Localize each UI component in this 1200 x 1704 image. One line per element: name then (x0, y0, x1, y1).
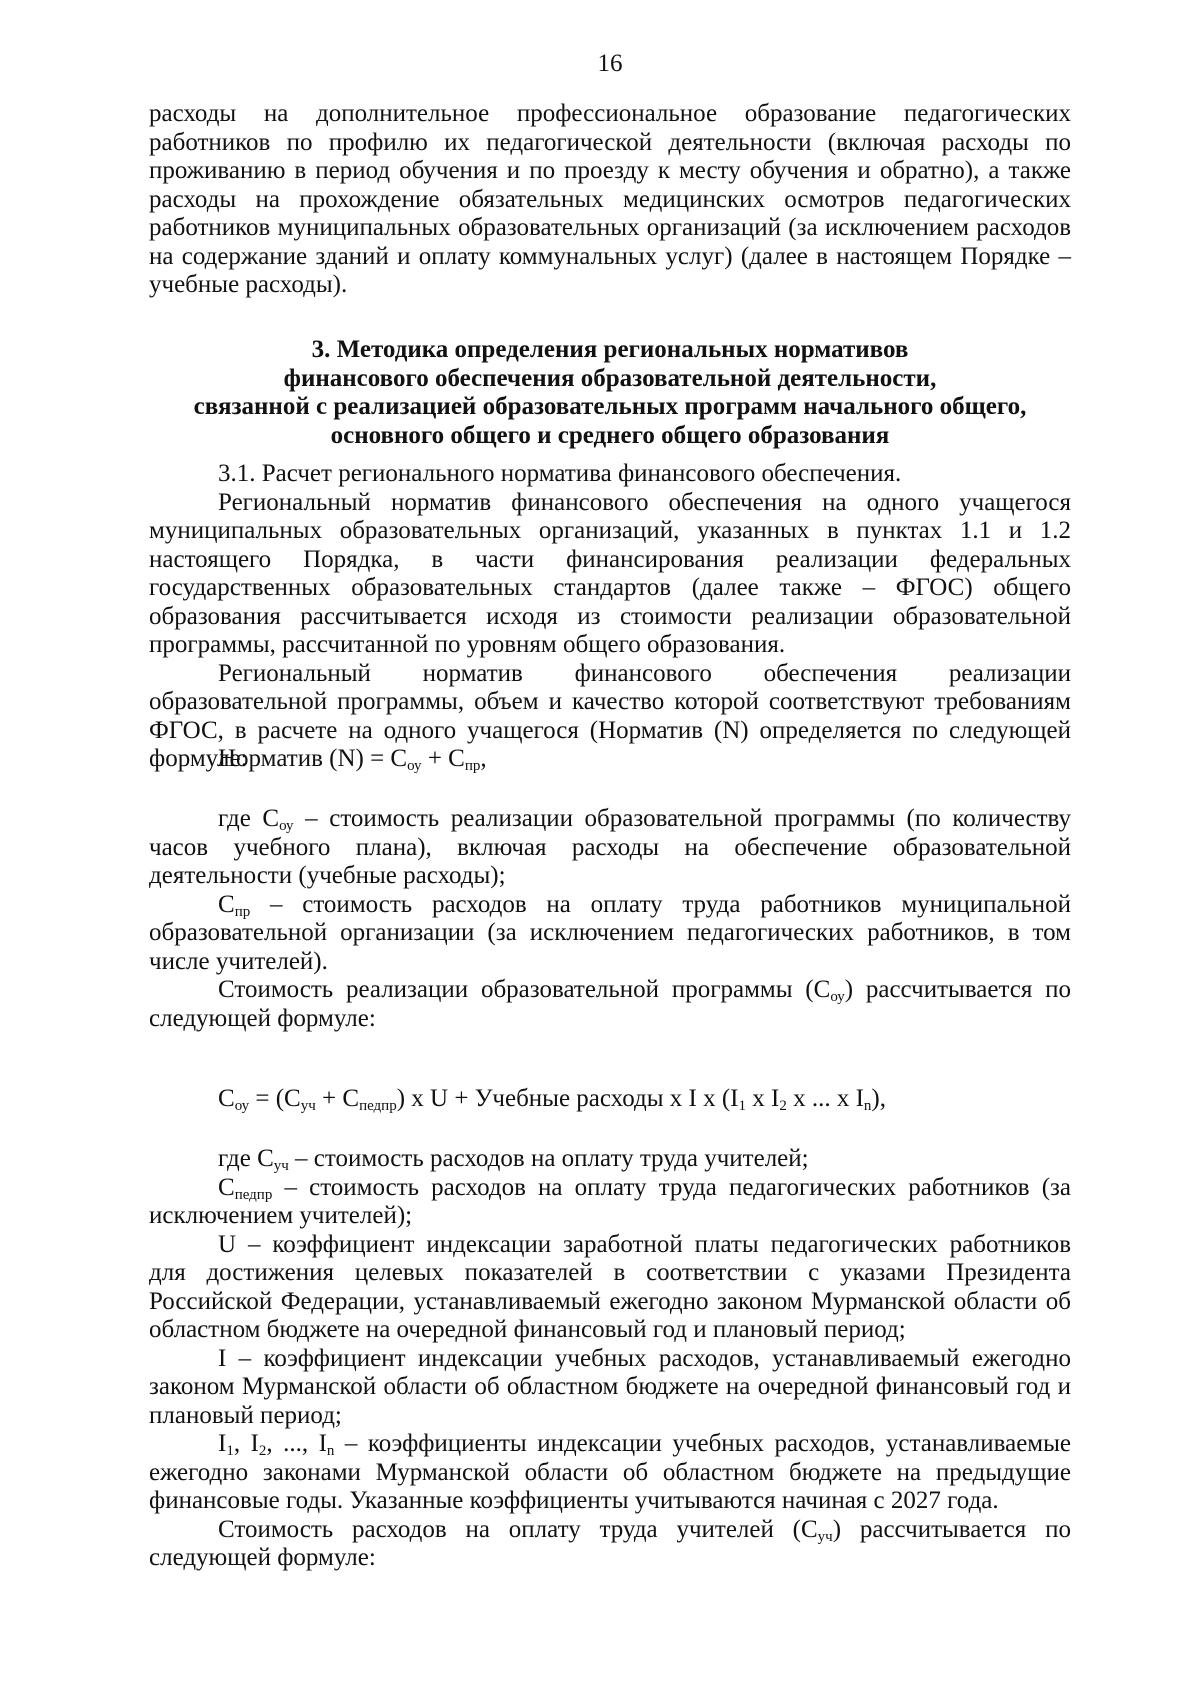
formula-normative (218, 745, 487, 774)
formula-text: C (218, 1085, 235, 1112)
where-block-1 (149, 805, 1071, 1033)
formula-text: = (C (249, 1085, 301, 1112)
paragraph-cost-formula-intro (149, 976, 1071, 1033)
where-block-2 (149, 1145, 1071, 1573)
formula-subscript: педпр (359, 1098, 397, 1114)
definition-subscript: оу (830, 989, 845, 1005)
formula-text: ) x U + Учебные расходы x I x (I (396, 1085, 739, 1112)
formula-subscript: пр (464, 758, 481, 774)
section-heading (149, 336, 1071, 450)
definition-u: U – коэффициент индексации заработной платы педагогических работников для достижения целевых показателей в соответствии с указами Президента Российской Федерации, устанавливаемый ежегодно законом Мурманской области об областном бюджете на очередной финансовый год и плановый период; (149, 1230, 1071, 1343)
paragraph-normative: Региональный норматив финансового обеспечения на одного учащегося муниципальных образовательных организаций, указанных в пунктах 1.1 и 1.2 настоящего Порядка, в части финансирования реализации федеральных государственных образовательных стандартов (далее также – ФГОС) общего образования рассчитывается исходя из стоимости реализации образовательной программы, рассчитанной по уровням общего образования. (149, 488, 1071, 658)
heading-line-2: финансового обеспечения образовательной деятельности, (283, 364, 937, 392)
formula-cost (218, 1085, 886, 1114)
formula-subscript: n (863, 1098, 872, 1114)
definition-text: ) рассчитывается по следующей формуле: (149, 976, 1071, 1032)
definition-text: – коэффициенты индексации учебных расходов, устанавливаемые ежегодно законами Мурманской области об областном бюджете на предыдущие финансовые годы. Указанные коэффициенты учитываются начиная с 2027 года. (149, 1430, 1072, 1514)
formula-subscript: 2 (779, 1098, 787, 1114)
section-body (149, 460, 1071, 774)
paragraph-3-1: 3.1. Расчет регионального норматива финансового обеспечения. (218, 460, 902, 487)
definition-i: I – коэффициент индексации учебных расходов, устанавливаемый ежегодно законом Мурманской области об областном бюджете на очередной финансовый год и плановый период; (149, 1344, 1071, 1429)
definition-subscript: n (326, 1443, 335, 1459)
definition-text: Стоимость реализации образовательной программы (C (218, 976, 831, 1003)
heading-line-3: связанной с реализацией образовательных программ начального общего, (193, 393, 1027, 420)
definition-text: – стоимость расходов на оплату труда работников муниципальной образовательной организации (за исключением педагогических работников, в том числе учителей). (149, 890, 1071, 975)
formula-subscript: уч (300, 1098, 316, 1114)
formula-text: Норматив (N) = C (218, 745, 408, 772)
definition-i1-in (149, 1430, 1071, 1516)
definition-subscript: 2 (258, 1443, 267, 1459)
formula-subscript: 1 (738, 1098, 746, 1114)
definition-c-pr (149, 891, 1071, 977)
paragraph-normative-formula-intro: Региональный норматив финансового обеспечения реализации образовательной программы, объем и качество которой соответствуют требованиям ФГОС, в расчете на одного учащегося (Норматив (N) определяется по следующей формуле: (149, 659, 1071, 772)
formula-text: , (480, 745, 487, 772)
formula-text: x ... x I (786, 1085, 864, 1112)
definition-text: Стоимость расходов на оплату труда учителей (C (218, 1515, 818, 1543)
definition-subscript: уч (817, 1528, 833, 1545)
definition-subscript: уч (273, 1158, 289, 1174)
definition-subscript: оу (279, 818, 294, 834)
definition-text: C (218, 1173, 235, 1201)
definition-text: , I (233, 1430, 259, 1457)
formula-text: + C (315, 1085, 360, 1112)
definition-c-pedpr (149, 1174, 1071, 1231)
formula-subscript: оу (234, 1098, 250, 1114)
definition-text: , ..., I (266, 1430, 327, 1457)
definition-c-oy (149, 805, 1071, 891)
definition-text: C (218, 890, 235, 918)
definition-text: – стоимость реализации образовательной программы (по количеству часов учебного плана), включая расходы на обеспечение образовательной деятельности (учебные расходы); (149, 805, 1072, 889)
definition-subscript: педпр (234, 1186, 273, 1203)
intro-text: расходы на дополнительное профессиональное образование педагогических работников по профилю их педагогической деятельности (включая расходы по проживанию в период обучения и по проезду к месту обучения и обратно), а также расходы на прохождение обязательных медицинских осмотров педагогических работников муниципальных образовательных организаций (за исключением расходов на содержание зданий и оплату коммунальных услуг) (далее в настоящем Порядке – учебные расходы). (149, 100, 1071, 298)
definition-text: где C (218, 1145, 274, 1172)
definition-text: ) рассчитывается по следующей формуле: (149, 1515, 1071, 1571)
heading-line-4: основного общего и среднего общего образования (330, 421, 890, 449)
formula-subscript: оу (407, 758, 422, 774)
formula-text: x I (746, 1085, 780, 1112)
definition-subscript: 1 (226, 1443, 234, 1459)
definition-subscript: пр (234, 903, 251, 920)
formula-text: ), (871, 1085, 886, 1112)
paragraph-teacher-cost-intro (149, 1516, 1071, 1573)
formula-text: + C (421, 745, 465, 772)
page-number: 16 (597, 50, 623, 77)
definition-c-uch (149, 1145, 1071, 1174)
definition-text: I (218, 1430, 227, 1457)
definition-text: – стоимость расходов на оплату труда педагогических работников (за исключением учителей); (149, 1173, 1071, 1229)
definition-text: – стоимость расходов на оплату труда учителей; (288, 1145, 809, 1172)
heading-line-1: 3. Методика определения региональных нормативов (311, 336, 909, 363)
intro-paragraph (149, 100, 1071, 300)
definition-text: где C (218, 805, 280, 832)
